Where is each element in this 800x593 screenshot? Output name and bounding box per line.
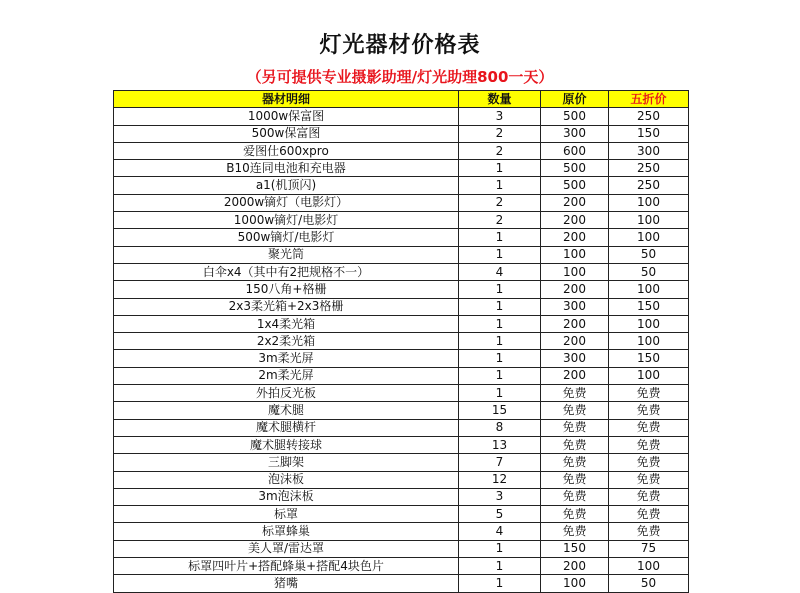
- cell-qty: 2: [459, 142, 541, 159]
- cell-orig: 200: [541, 558, 609, 575]
- cell-qty: 12: [459, 471, 541, 488]
- cell-name: 三脚架: [114, 454, 459, 471]
- cell-disc: 50: [609, 263, 689, 280]
- cell-orig: 免费: [541, 402, 609, 419]
- cell-orig: 200: [541, 315, 609, 332]
- cell-disc: 免费: [609, 488, 689, 505]
- cell-name: 1000w保富图: [114, 108, 459, 125]
- table-header-row: [114, 91, 689, 108]
- cell-orig: 100: [541, 575, 609, 592]
- cell-disc: 免费: [609, 506, 689, 523]
- cell-orig: 500: [541, 160, 609, 177]
- cell-qty: 1: [459, 246, 541, 263]
- cell-qty: 2: [459, 194, 541, 211]
- cell-qty: 13: [459, 436, 541, 453]
- table-row: [114, 540, 689, 557]
- cell-qty: 1: [459, 315, 541, 332]
- cell-disc: 75: [609, 540, 689, 557]
- table-row: [114, 436, 689, 453]
- cell-orig: 200: [541, 212, 609, 229]
- cell-qty: 1: [459, 558, 541, 575]
- cell-disc: 免费: [609, 402, 689, 419]
- cell-qty: 1: [459, 281, 541, 298]
- header-original-price: 原价: [541, 91, 609, 108]
- cell-orig: 300: [541, 350, 609, 367]
- cell-name: B10连同电池和充电器: [114, 160, 459, 177]
- cell-disc: 250: [609, 108, 689, 125]
- table-row: [114, 263, 689, 280]
- cell-name: 2x2柔光箱: [114, 333, 459, 350]
- cell-disc: 免费: [609, 419, 689, 436]
- cell-qty: 1: [459, 229, 541, 246]
- cell-name: 2000w镝灯（电影灯）: [114, 194, 459, 211]
- cell-name: 聚光筒: [114, 246, 459, 263]
- cell-qty: 1: [459, 540, 541, 557]
- table-row: [114, 194, 689, 211]
- cell-orig: 免费: [541, 488, 609, 505]
- cell-orig: 150: [541, 540, 609, 557]
- cell-orig: 500: [541, 177, 609, 194]
- cell-name: 标罩: [114, 506, 459, 523]
- cell-qty: 1: [459, 350, 541, 367]
- table-row: [114, 558, 689, 575]
- cell-name: 150八角+格栅: [114, 281, 459, 298]
- cell-qty: 3: [459, 108, 541, 125]
- table-row: [114, 367, 689, 384]
- table-row: [114, 454, 689, 471]
- cell-orig: 200: [541, 333, 609, 350]
- cell-disc: 100: [609, 367, 689, 384]
- cell-qty: 2: [459, 212, 541, 229]
- cell-orig: 100: [541, 263, 609, 280]
- cell-name: 1x4柔光箱: [114, 315, 459, 332]
- cell-disc: 100: [609, 212, 689, 229]
- cell-orig: 600: [541, 142, 609, 159]
- table-row: [114, 246, 689, 263]
- cell-name: 3m泡沫板: [114, 488, 459, 505]
- cell-qty: 3: [459, 488, 541, 505]
- cell-qty: 4: [459, 263, 541, 280]
- table-row: [114, 298, 689, 315]
- cell-qty: 2: [459, 125, 541, 142]
- table-row: [114, 471, 689, 488]
- cell-disc: 免费: [609, 471, 689, 488]
- cell-orig: 300: [541, 125, 609, 142]
- cell-qty: 1: [459, 333, 541, 350]
- cell-disc: 250: [609, 160, 689, 177]
- cell-name: a1(机顶闪): [114, 177, 459, 194]
- cell-orig: 200: [541, 367, 609, 384]
- table-row: [114, 142, 689, 159]
- price-table: [113, 90, 689, 593]
- cell-name: 1000w镝灯/电影灯: [114, 212, 459, 229]
- page-title: 灯光器材价格表: [319, 33, 481, 58]
- table-row: [114, 488, 689, 505]
- cell-qty: 1: [459, 177, 541, 194]
- table-row: [114, 177, 689, 194]
- cell-orig: 免费: [541, 471, 609, 488]
- table-row: [114, 506, 689, 523]
- cell-qty: 1: [459, 298, 541, 315]
- cell-name: 泡沫板: [114, 471, 459, 488]
- cell-qty: 5: [459, 506, 541, 523]
- table-row: [114, 419, 689, 436]
- cell-name: 500w镝灯/电影灯: [114, 229, 459, 246]
- table-row: [114, 402, 689, 419]
- table-row: [114, 385, 689, 402]
- cell-disc: 100: [609, 333, 689, 350]
- table-row: [114, 125, 689, 142]
- cell-orig: 免费: [541, 385, 609, 402]
- header-discount-price: 五折价: [609, 91, 689, 108]
- cell-name: 爱图仕600xpro: [114, 142, 459, 159]
- cell-name: 3m柔光屏: [114, 350, 459, 367]
- table-row: [114, 108, 689, 125]
- cell-qty: 7: [459, 454, 541, 471]
- cell-orig: 100: [541, 246, 609, 263]
- cell-qty: 1: [459, 385, 541, 402]
- table-row: [114, 523, 689, 540]
- cell-disc: 100: [609, 315, 689, 332]
- cell-disc: 50: [609, 575, 689, 592]
- cell-name: 外拍反光板: [114, 385, 459, 402]
- header-quantity: 数量: [459, 91, 541, 108]
- table-row: [114, 315, 689, 332]
- page-subtitle: （另可提供专业摄影助理/灯光助理800一天）: [246, 68, 554, 86]
- cell-qty: 8: [459, 419, 541, 436]
- cell-disc: 免费: [609, 523, 689, 540]
- cell-orig: 免费: [541, 523, 609, 540]
- table-row: [114, 212, 689, 229]
- cell-orig: 200: [541, 229, 609, 246]
- cell-orig: 免费: [541, 436, 609, 453]
- header-equipment: 器材明细: [114, 91, 459, 108]
- cell-disc: 免费: [609, 436, 689, 453]
- cell-disc: 100: [609, 558, 689, 575]
- cell-name: 2x3柔光箱+2x3格栅: [114, 298, 459, 315]
- cell-name: 标罩四叶片+搭配蜂巢+搭配4块色片: [114, 558, 459, 575]
- cell-name: 500w保富图: [114, 125, 459, 142]
- table-row: [114, 333, 689, 350]
- cell-disc: 100: [609, 229, 689, 246]
- cell-orig: 200: [541, 281, 609, 298]
- cell-disc: 150: [609, 125, 689, 142]
- cell-disc: 150: [609, 298, 689, 315]
- table-row: [114, 160, 689, 177]
- cell-disc: 100: [609, 194, 689, 211]
- table-row: [114, 281, 689, 298]
- cell-disc: 300: [609, 142, 689, 159]
- cell-orig: 500: [541, 108, 609, 125]
- cell-name: 标罩蜂巢: [114, 523, 459, 540]
- cell-name: 美人罩/雷达罩: [114, 540, 459, 557]
- cell-orig: 200: [541, 194, 609, 211]
- table-row: [114, 350, 689, 367]
- cell-disc: 150: [609, 350, 689, 367]
- cell-name: 猪嘴: [114, 575, 459, 592]
- cell-qty: 1: [459, 575, 541, 592]
- cell-qty: 4: [459, 523, 541, 540]
- cell-qty: 15: [459, 402, 541, 419]
- cell-disc: 免费: [609, 454, 689, 471]
- cell-disc: 50: [609, 246, 689, 263]
- cell-disc: 250: [609, 177, 689, 194]
- cell-qty: 1: [459, 367, 541, 384]
- cell-name: 魔术腿转接球: [114, 436, 459, 453]
- table-row: [114, 229, 689, 246]
- cell-disc: 100: [609, 281, 689, 298]
- cell-disc: 免费: [609, 385, 689, 402]
- cell-orig: 免费: [541, 454, 609, 471]
- cell-orig: 300: [541, 298, 609, 315]
- cell-orig: 免费: [541, 419, 609, 436]
- cell-qty: 1: [459, 160, 541, 177]
- cell-name: 2m柔光屏: [114, 367, 459, 384]
- cell-name: 白伞x4（其中有2把规格不一）: [114, 263, 459, 280]
- cell-name: 魔术腿: [114, 402, 459, 419]
- cell-orig: 免费: [541, 506, 609, 523]
- cell-name: 魔术腿横杆: [114, 419, 459, 436]
